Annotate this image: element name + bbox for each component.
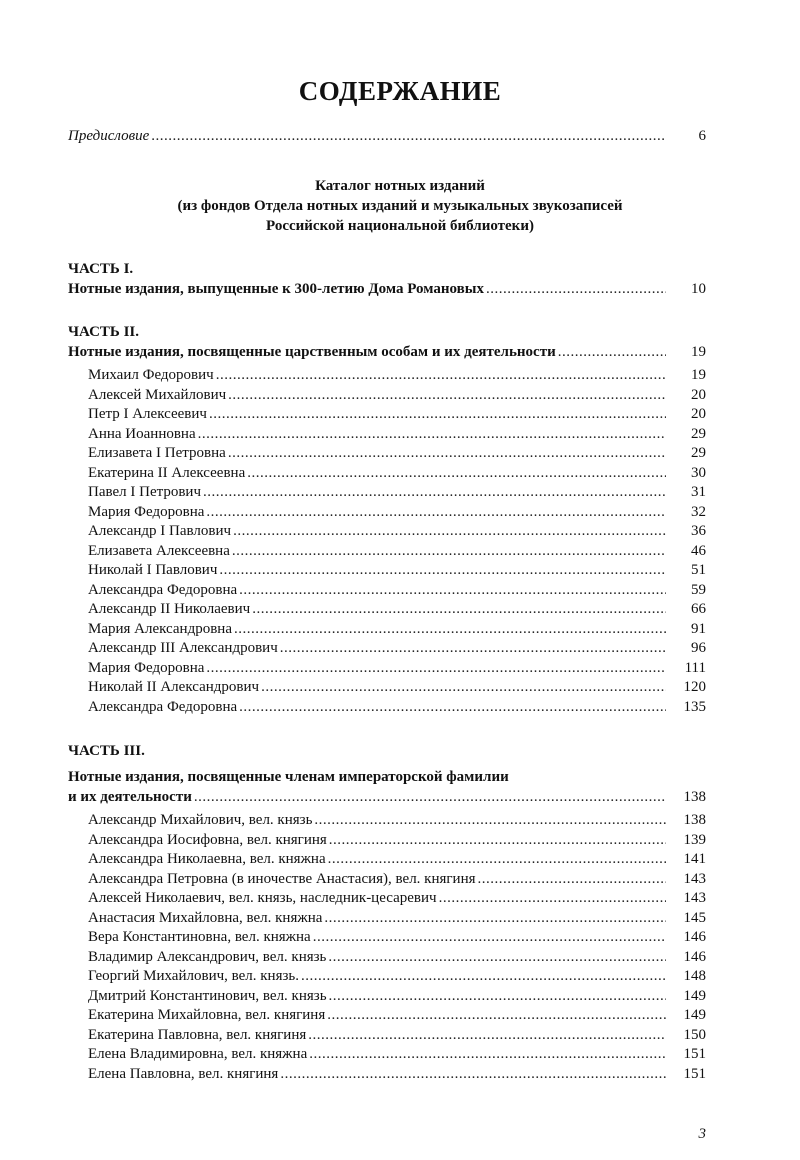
toc-entry xyxy=(88,385,706,405)
toc-entry-label: Александр III Александрович xyxy=(88,640,278,656)
leader-dots xyxy=(439,888,666,908)
leader-dots xyxy=(239,697,666,717)
toc-entry-label: Елизавета Алексеевна xyxy=(88,542,230,559)
leader-dots xyxy=(329,830,666,850)
leader-dots xyxy=(327,1005,666,1025)
leader-dots xyxy=(198,424,666,444)
leader-dots xyxy=(228,385,666,405)
page-title: СОДЕРЖАНИЕ xyxy=(298,76,502,106)
toc-entry-preface xyxy=(68,126,706,146)
leader-dots xyxy=(314,810,666,830)
leader-dots xyxy=(280,638,666,658)
toc-entry xyxy=(88,947,706,967)
toc-entry xyxy=(88,541,706,561)
toc-entry xyxy=(88,521,706,541)
leader-dots xyxy=(308,1025,666,1045)
toc-entry-page: 91 xyxy=(691,620,706,637)
toc-entry-page: 135 xyxy=(683,698,706,715)
toc-entry-page: 151 xyxy=(683,1065,706,1082)
toc-entry-label: Елена Владимировна, вел. княжна xyxy=(88,1046,308,1062)
leader-dots xyxy=(309,1044,666,1064)
toc-entry xyxy=(88,677,706,697)
toc-entry-label: Александра Николаевна, вел. княжна xyxy=(88,851,326,867)
toc-entry-page: 32 xyxy=(691,503,706,520)
leader-dots xyxy=(194,787,666,807)
leader-dots xyxy=(328,849,666,869)
toc-entry xyxy=(88,658,706,678)
toc-entry-page: 96 xyxy=(691,640,706,656)
part1-heading: ЧАСТЬ I. xyxy=(68,261,134,277)
toc-entry-label: Павел I Петрович xyxy=(88,484,202,500)
toc-entry-label: Георгий Михайлович, вел. князь. xyxy=(88,968,300,984)
toc-entry-page: 19 xyxy=(691,344,706,360)
toc-entry-page: 145 xyxy=(683,909,706,926)
toc-entry xyxy=(88,502,706,522)
toc-entry-page: 19 xyxy=(691,367,706,383)
toc-entry-label: Предисловие xyxy=(68,128,150,144)
toc-entry-label: Алексей Михайлович xyxy=(88,386,227,403)
leader-dots xyxy=(252,599,666,619)
leader-dots xyxy=(239,580,666,600)
toc-entry xyxy=(88,463,706,483)
toc-entry xyxy=(88,810,706,830)
leader-dots xyxy=(203,482,666,502)
toc-entry-page: 149 xyxy=(683,1007,706,1023)
leader-dots xyxy=(228,443,666,463)
toc-entry-label: Петр I Алексеевич xyxy=(88,406,207,422)
toc-entry-page: 143 xyxy=(683,870,706,887)
toc-entry-page: 111 xyxy=(684,659,706,676)
toc-entry xyxy=(88,424,706,444)
toc-entry-page: 51 xyxy=(691,562,706,578)
toc-entry-label: Александра Иосифовна, вел. княгиня xyxy=(88,831,327,848)
toc-entry-label: Нотные издания, посвященные царственным особам и их деятельности xyxy=(68,344,556,360)
part3-title-line1: Нотные издания, посвященные членам императорской фамилии xyxy=(68,769,509,785)
leader-dots xyxy=(233,521,666,541)
toc-entry xyxy=(88,1025,706,1045)
toc-entry xyxy=(88,830,706,850)
leader-dots xyxy=(261,677,666,697)
toc-entry-label: Екатерина Павловна, вел. княгиня xyxy=(88,1026,307,1043)
toc-entry-page: 146 xyxy=(683,948,706,965)
toc-entry-label: Александр I Павлович xyxy=(88,523,232,539)
toc-entry-label: Владимир Александрович, вел. князь xyxy=(88,948,327,965)
toc-entry xyxy=(88,482,706,502)
toc-entry xyxy=(88,443,706,463)
toc-entry-label: и их деятельности xyxy=(68,789,192,805)
leader-dots xyxy=(558,342,666,362)
catalog-heading-line3: Российской национальной библиотеки) xyxy=(266,218,534,234)
part2-heading: ЧАСТЬ II. xyxy=(68,324,140,340)
toc-entry-page: 30 xyxy=(691,464,706,481)
page-number: 3 xyxy=(698,1126,706,1142)
toc-entry-page: 141 xyxy=(683,851,706,867)
toc-entry-page: 46 xyxy=(691,542,706,559)
leader-dots xyxy=(206,502,666,522)
toc-entry-label: Николай II Александрович xyxy=(88,679,260,695)
toc-entry xyxy=(88,619,706,639)
toc-entry xyxy=(88,1005,706,1025)
toc-entry xyxy=(88,849,706,869)
toc-entry-page: 20 xyxy=(691,406,706,422)
toc-entry-label: Михаил Федорович xyxy=(88,367,214,383)
toc-entry-page: 138 xyxy=(683,812,706,828)
toc-entry-part2 xyxy=(68,342,706,362)
toc-entry-label: Мария Александровна xyxy=(88,620,232,637)
toc-entry-page: 66 xyxy=(691,601,706,617)
toc-entry-label: Мария Федоровна xyxy=(88,503,205,520)
toc-entry-page: 143 xyxy=(683,890,706,906)
toc-entry-page: 148 xyxy=(683,968,706,984)
toc-entry-page: 146 xyxy=(683,929,706,945)
toc-entry-page: 20 xyxy=(691,386,706,403)
toc-entry-label: Анна Иоанновна xyxy=(88,425,196,442)
toc-entry xyxy=(88,365,706,385)
toc-entry-page: 59 xyxy=(691,581,706,598)
toc-entry-page: 36 xyxy=(691,523,706,539)
toc-entry-page: 149 xyxy=(683,987,706,1004)
toc-entry xyxy=(88,927,706,947)
toc-entry-page: 29 xyxy=(691,425,706,442)
toc-entry-label: Алексей Николаевич, вел. князь, наследник-цесаревич xyxy=(88,890,437,906)
leader-dots xyxy=(234,619,666,639)
leader-dots xyxy=(328,947,666,967)
leader-dots xyxy=(232,541,666,561)
toc-entry xyxy=(88,966,706,986)
toc-entry-page: 6 xyxy=(698,128,706,144)
toc-entry xyxy=(88,869,706,889)
toc-entry-page: 139 xyxy=(683,831,706,848)
leader-dots xyxy=(478,869,667,889)
leader-dots xyxy=(329,986,666,1006)
catalog-heading-line1: Каталог нотных изданий xyxy=(315,178,485,194)
leader-dots xyxy=(216,365,666,385)
toc-entry-label: Александр II Николаевич xyxy=(88,601,251,617)
toc-entry xyxy=(88,580,706,600)
toc-entry xyxy=(88,986,706,1006)
toc-entry-page: 151 xyxy=(683,1046,706,1062)
toc-entry xyxy=(88,888,706,908)
toc-entry-label: Александр Михайлович, вел. князь xyxy=(88,812,313,828)
toc-entry-part1 xyxy=(68,279,706,299)
leader-dots xyxy=(324,908,666,928)
catalog-heading-line2: (из фондов Отдела нотных изданий и музыкальных звукозаписей xyxy=(177,198,623,214)
toc-entry-label: Вера Константиновна, вел. княжна xyxy=(88,929,311,945)
leader-dots xyxy=(206,658,666,678)
leader-dots xyxy=(151,126,666,146)
toc-entry-label: Екатерина Михайловна, вел. княгиня xyxy=(88,1007,326,1023)
leader-dots xyxy=(219,560,666,580)
toc-entry-label: Анастасия Михайловна, вел. княжна xyxy=(88,909,323,926)
toc-entry-label: Александра Федоровна xyxy=(88,698,238,715)
leader-dots xyxy=(247,463,666,483)
toc-entry xyxy=(88,404,706,424)
leader-dots xyxy=(280,1064,666,1084)
toc-entry xyxy=(88,1064,706,1084)
toc-entry-page: 138 xyxy=(683,789,706,805)
toc-entry xyxy=(88,908,706,928)
toc-entry-label: Николай I Павлович xyxy=(88,562,218,578)
leader-dots xyxy=(301,966,666,986)
toc-entry-page: 10 xyxy=(691,281,706,297)
toc-entry-page: 120 xyxy=(683,679,706,695)
toc-entry-label: Екатерина II Алексеевна xyxy=(88,464,246,481)
toc-entry-label: Елизавета I Петровна xyxy=(88,445,226,461)
toc-entry xyxy=(88,697,706,717)
toc-entry-label: Александра Федоровна xyxy=(88,581,238,598)
toc-entry-page: 150 xyxy=(683,1026,706,1043)
toc-entry-label: Мария Федоровна xyxy=(88,659,205,676)
toc-entry-label: Александра Петровна (в иночестве Анастасия), вел. княгиня xyxy=(88,870,476,887)
toc-entry xyxy=(88,638,706,658)
toc-entry-page: 29 xyxy=(691,445,706,461)
leader-dots xyxy=(313,927,666,947)
toc-entry-label: Дмитрий Константинович, вел. князь xyxy=(88,987,327,1004)
leader-dots xyxy=(486,279,666,299)
toc-entry xyxy=(88,1044,706,1064)
leader-dots xyxy=(209,404,666,424)
part3-heading: ЧАСТЬ III. xyxy=(68,743,145,759)
toc-entry-label: Нотные издания, выпущенные к 300-летию Дома Романовых xyxy=(68,281,484,297)
toc-entry-part3 xyxy=(68,787,706,807)
toc-entry xyxy=(88,560,706,580)
toc-entry xyxy=(88,599,706,619)
toc-entry-label: Елена Павловна, вел. княгиня xyxy=(88,1065,279,1082)
toc-entry-page: 31 xyxy=(691,484,706,500)
